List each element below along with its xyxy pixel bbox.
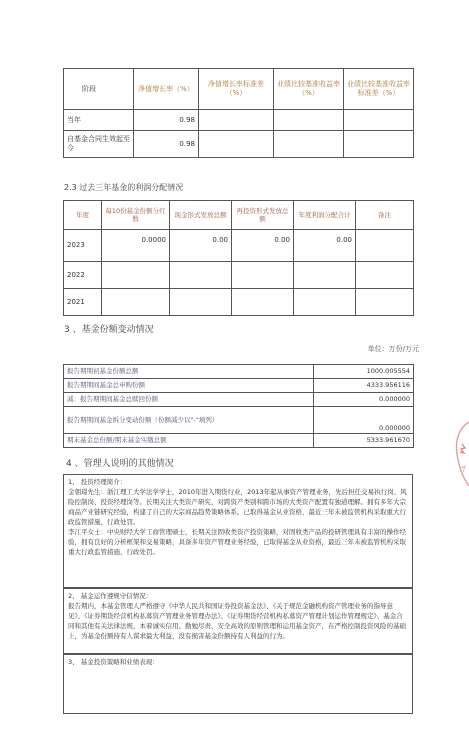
share-change-table [63, 364, 414, 448]
row-label: 当年 [64, 110, 134, 131]
column-header: 业绩比较基准收益率标准差（%） [344, 69, 414, 110]
per-share-cell: 0.0000 [102, 230, 170, 262]
section-title: 3 、基金份额变动情况 [64, 325, 154, 335]
compliance-box [63, 588, 413, 654]
paragraph: 报告期内，本基金管理人严格遵守《中华人民共和国证券投资基金法》、《关于规范金融机构资产管理业务的指导意见》、《证券期货经营机构私募资产管理业务管理办法》、《证券期货经营机构私募资产管理计划运作管理规定》、基金合同和其他有关法律法规，本着诚实信用、勤勉尽责、安全高效的原则管理和运用基金资产，在严格控制投资风险的基础上，为基金份额持有人谋求最大利益，没有损害基金份额持有人利益的行为。 [68, 602, 406, 641]
row-value: 0.000000 [314, 393, 414, 407]
row-value: 5333.961670 [314, 434, 414, 448]
row-label: 自基金合同生效起至今 [64, 131, 134, 158]
table-row [64, 289, 414, 316]
profit-distribution-table [63, 200, 414, 316]
nav-growth-value: 0.98 [134, 131, 199, 158]
row-label: 期末基金总份额/期末基金实缴总额 [64, 434, 314, 448]
table-row [64, 230, 414, 262]
red-seal-stamp [451, 418, 469, 490]
paragraph: 李江平女士：中央财经大学工商管理硕士，长期关注固收类资产投资策略，对固收类产品的投研管理具有丰富的操作经验，拥有良好的分析框架和交易策略，具备多年资产管理业务经验，已取得基金从业资格，最近三年未被监管机构采取重大行政监管措施、行政处罚。 [68, 528, 406, 557]
table-row [64, 407, 414, 434]
total-cell: 0.00 [294, 230, 356, 262]
row-value: 1000.005554 [314, 365, 414, 379]
table-row [64, 379, 414, 393]
row-label: 减：报告期期间基金总赎回份额 [64, 393, 314, 407]
subsection-heading: 1、 投资经理简介： [68, 478, 127, 486]
table-row [64, 110, 414, 131]
year-cell: 2022 [64, 262, 102, 289]
manager-intro-box [63, 474, 413, 588]
column-header: 年度 [64, 201, 102, 230]
table-header-row [64, 69, 414, 110]
row-value: 4333.956116 [314, 379, 414, 393]
column-header: 年度利润分配合计 [294, 201, 356, 230]
section-title: 4 、管理人说明的其他情况 [66, 459, 174, 469]
table-row [64, 365, 414, 379]
strategy-box [63, 654, 413, 714]
table-row [64, 393, 414, 407]
column-header: 阶段 [64, 69, 134, 110]
column-header: 净值增长率（%） [134, 69, 199, 110]
column-header: 业绩比较基准收益率（%） [274, 69, 344, 110]
row-label: 报告期期间基金拆分变动份额（份额减少以"-"填列） [64, 407, 314, 434]
table-row [64, 262, 414, 289]
nav-growth-value: 0.98 [134, 110, 199, 131]
column-header: 再投资形式发放总额 [232, 201, 294, 230]
year-cell: 2021 [64, 289, 102, 316]
section-title: 2.3 过去三年基金的利润分配情况 [64, 183, 184, 192]
column-header: 备注 [356, 201, 414, 230]
subsection-heading: 3、 基金投资策略和业绩表现： [68, 658, 159, 666]
reinvest-cell: 0.00 [232, 230, 294, 262]
table-row [64, 131, 414, 158]
subsection-heading: 2、 基金运作遵规守信情况： [68, 592, 153, 600]
row-value: 0.000000 [314, 407, 414, 434]
cash-cell: 0.00 [170, 230, 232, 262]
table-header-row [64, 201, 414, 230]
nav-growth-table [63, 68, 414, 158]
row-label: 报告期期初基金份额总额 [64, 365, 314, 379]
unit-label: 单位：万份/万元 [367, 345, 419, 353]
year-cell: 2023 [64, 230, 102, 262]
column-header: 每10份基金份额分红数 [102, 201, 170, 230]
table-row [64, 434, 414, 448]
column-header: 现金形式发放总额 [170, 201, 232, 230]
row-label: 报告期期间基金总申购份额 [64, 379, 314, 393]
note-cell [356, 230, 414, 262]
paragraph: 金朝璟先生：浙江理工大学法学学士，2010年进入期货行业，2013年起从事资产管理业务，先后担任交易执行岗、风险控制岗、投资经理岗等。长期关注大类资产研究，对跨资产类别和跨市场的大类资产配置有独道理解。拥有多年大宗商品产业链研究经验，构建了自己的大宗商品趋势策略体系。已取得基金从业资格，最近三年未被监管机构采取重大行政监管措施、行政处罚。 [68, 488, 407, 527]
column-header: 净值增长率标准差（%） [199, 69, 274, 110]
